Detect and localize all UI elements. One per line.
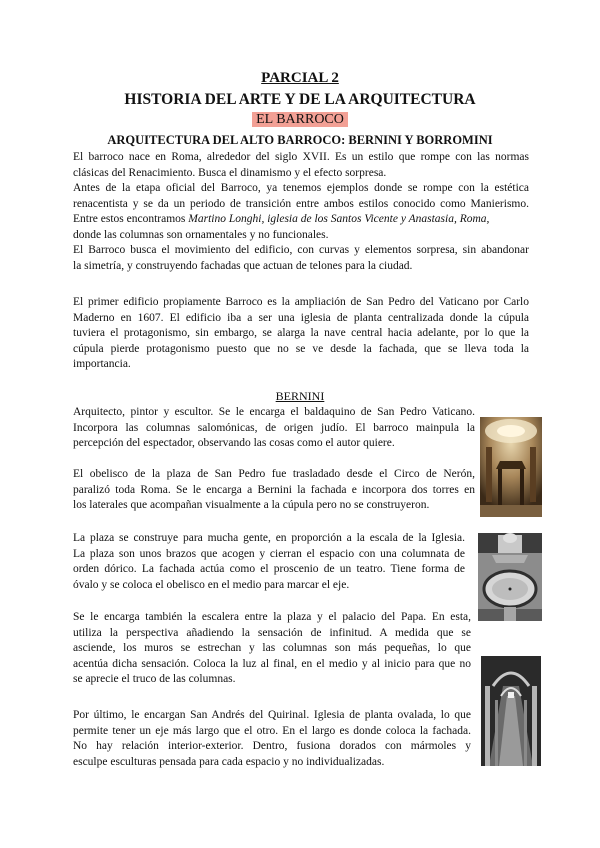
text-line: El barroco nace en Roma, alrededor del siglo XVII. Es un estilo que rompe con las normas	[73, 151, 529, 163]
text-line: Antes de la etapa oficial del Barroco, ya tenemos ejemplos donde se rompe con la estética	[73, 182, 529, 194]
bernini-heading: BERNINI	[275, 389, 325, 403]
bernini-paragraph-5	[73, 708, 471, 770]
text-line: renacentista y se da un periodo de transición entre ambos estilos conocido como Manierismo.	[73, 197, 529, 210]
text-line: Incorpora las columnas salomónicas, de origen judío. El barroco mainpula la	[73, 421, 475, 434]
topic-heading: ARQUITECTURA DEL ALTO BARROCO: BERNINI Y BORROMINI	[107, 133, 493, 147]
text-line: Maderno en 1607. El edificio iba a ser una iglesia de planta centralizada donde la cúpula	[73, 311, 529, 324]
section-highlight: EL BARROCO	[252, 112, 348, 127]
text-line: donde las columnas son ornamentales y no funcionales.	[73, 228, 329, 241]
text-line: clásicas del Renacimiento. Busca el dinamismo y el efecto sorpresa.	[73, 166, 387, 179]
text-line: permite tener un eje más largo que el otro. En el largo es donde coloca la fachada.	[73, 724, 471, 737]
text-line: Arquitecto, pintor y escultor. Se le encarga el baldaquino de San Pedro Vaticano.	[73, 406, 475, 418]
text-line: se aprecie el truco de las columnas.	[73, 673, 236, 685]
text-line: El primer edificio propiamente Barroco es la ampliación de San Pedro del Vaticano por Carlo	[73, 296, 529, 308]
text-line: utiliza la perspectiva añadiendo la sensación de infinitud. A medida que se	[73, 626, 471, 639]
text-line: esculpe esculturas pensada para cada espacio y no individualizadas.	[73, 755, 385, 768]
text-line: La plaza son unos brazos que acogen y cierran el espacio con una columnata de	[73, 547, 465, 560]
bernini-paragraph-1	[73, 405, 475, 452]
section-title	[0, 112, 600, 128]
baldachin-photo	[480, 417, 542, 517]
maderno-paragraph	[73, 295, 529, 373]
text-line: La plaza se construye para mucha gente, en proporción a la escala de la Iglesia.	[73, 532, 465, 544]
text-line: percepción del espectador, observando las cosas como el autor quiere.	[73, 437, 395, 449]
text-line: la simetría, y construyendo fachadas que actuan de telones para la ciudad.	[73, 259, 413, 272]
text-line: asciende, los muros se estrechan y las columnas son más pequeñas, lo que	[73, 642, 471, 654]
text-line: acentúa dicha sensación. Coloca la luz al final, en el medio y al inicio para que no	[73, 657, 471, 670]
text-line: El Barroco busca el movimiento del edificio, con curvas y elementos sorpresa, sin abandonar	[73, 244, 529, 256]
scala-regia-photo	[481, 656, 541, 766]
text-line: Se le encarga también la escalera entre la plaza y el palacio del Papa. En esta,	[73, 611, 471, 623]
course-title: HISTORIA DEL ARTE Y DE LA ARQUITECTURA	[124, 91, 476, 108]
text-line: No hay relación interior-exterior. Dentro, fusiona dorados con mármoles y	[73, 740, 471, 752]
text-line: cúpula pierde protagonismo puesto que no se ve desde la fachada, que se lleva toda la	[73, 342, 529, 355]
text-line: los laterales que acompañan visualmente a la cúpula pero no se construyeron.	[73, 499, 430, 511]
text-line	[73, 212, 529, 228]
italic-reference: Martino Longhi, iglesia de los Santos Vicente y Anastasia, Roma,	[188, 213, 490, 225]
text-line: orden dórico. La fachada actúa como el proscenio de un teatro. Tiene forma de	[73, 563, 465, 575]
bernini-paragraph-3	[73, 531, 465, 593]
text-line: El obelisco de la plaza de San Pedro fue trasladado desde el Circo de Nerón,	[73, 468, 475, 480]
bernini-paragraph-4	[73, 610, 471, 688]
page-title: PARCIAL 2	[261, 70, 339, 86]
text-line: paralizó toda Roma. Se le encarga a Bernini la fachada e incorpora dos torres en	[73, 483, 475, 496]
text-line: tuviera el protagonismo, sin embargo, se alarga la nave central hacia adelante, por lo que la	[73, 327, 529, 339]
st-peters-square-photo	[478, 533, 542, 621]
text-line: óvalo y se coloca el obelisco en el medio para marcar el eje.	[73, 578, 350, 591]
intro-paragraph	[73, 150, 529, 274]
text-line: Por último, le encargan San Andrés del Quirinal. Iglesia de planta ovalada, lo que	[73, 709, 471, 721]
text-line: importancia.	[73, 358, 131, 370]
text-fragment: Entre estos encontramos	[73, 213, 186, 225]
bernini-paragraph-2	[73, 467, 475, 514]
